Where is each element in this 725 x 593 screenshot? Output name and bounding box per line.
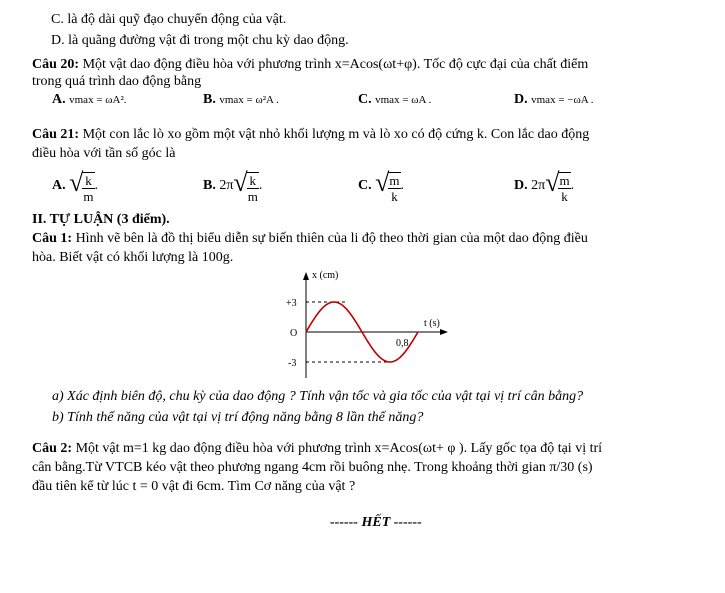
y-axis-label: x (cm) [312, 270, 339, 281]
q21-option-a[interactable]: A. √ $\frac{k}{m}$ . [52, 168, 99, 204]
sqrt-symbol: √ $\frac{m}{k}$ [375, 168, 400, 204]
essay-question-1-label: Câu 1: [32, 231, 73, 246]
sqrt-symbol: √ $\frac{m}{k}$ [545, 168, 570, 204]
q20-option-b[interactable]: B. vmax = ω²A . [203, 92, 279, 107]
prev-option-c: C. là độ dài quỹ đạo chuyển động của vật. [51, 12, 287, 27]
y-axis-arrow [303, 272, 309, 280]
essay-question-2-text-3: đầu tiên kể từ lúc t = 0 vật đi 6cm. Tìm Cơ năng của vật ? [32, 479, 356, 494]
x-axis-label: t (s) [424, 318, 440, 329]
question-20-text: Một vật dao động điều hòa với phương trình x=Acos(ωt+φ). Tốc độ cực đại của chất điểm [79, 57, 589, 72]
essay-question-2-text-2: cân bằng.Từ VTCB kéo vật theo phương ngang 4cm rồi buông nhẹ. Trong khoảng thời gian π/30 (s) [32, 460, 593, 475]
question-21 [32, 127, 589, 143]
essay-question-2 [32, 441, 602, 457]
question-21-label: Câu 21: [32, 127, 80, 142]
y-tick-label: +3 [286, 298, 297, 309]
essay-question-2-text: Một vật m=1 kg dao động điều hòa với phương trình x=Acos(ωt+ φ ). Lấy gốc tọa độ tại vị trí [72, 441, 603, 456]
essay-question-1-part-b: b) Tính thế năng của vật tại vị trí động năng bằng 8 lần thế năng? [52, 410, 424, 425]
q21-option-b[interactable]: B. 2π √ $\frac{k}{m}$ . [203, 168, 263, 204]
question-21-text-2: điều hòa với tần số góc là [32, 146, 176, 161]
x-axis-arrow [440, 329, 448, 335]
essay-question-1-part-a: a) Xác định biên độ, chu kỳ của dao động ? Tính vận tốc và gia tốc của vật tại vị trí cân bằng? [52, 389, 584, 404]
question-20-label: Câu 20: [32, 57, 80, 72]
section-2-title: II. TỰ LUẬN (3 điểm). [32, 212, 170, 227]
prev-option-d: D. là quãng đường vật đi trong một chu kỳ dao động. [51, 33, 349, 48]
q20-option-d[interactable]: D. vmax = −ωA . [514, 92, 594, 107]
q20-option-a[interactable]: A. vmax = ωA². [52, 92, 127, 107]
essay-question-1-text: Hình vẽ bên là đồ thị biểu diễn sự biến thiên của li độ theo thời gian của một dao động điều [72, 231, 588, 246]
y-tick-label: O [290, 328, 298, 339]
question-21-text: Một con lắc lò xo gồm một vật nhỏ khối lượng m và lò xo có độ cứng k. Con lắc dao động [79, 127, 590, 142]
essay-question-1 [32, 231, 588, 247]
q21-option-d[interactable]: D. 2π √ $\frac{m}{k}$ . [514, 168, 575, 204]
essay-question-2-label: Câu 2: [32, 441, 73, 456]
sqrt-symbol: √ $\frac{k}{m}$ [233, 168, 258, 204]
y-tick-label: -3 [288, 358, 297, 369]
question-20-text-2: trong quá trình dao động bằng [32, 74, 202, 89]
displacement-time-chart [270, 266, 470, 386]
q20-option-c[interactable]: C. vmax = ωA . [358, 92, 432, 107]
x-tick-label: 0,8 [396, 338, 409, 349]
sqrt-symbol: √ $\frac{k}{m}$ [69, 168, 94, 204]
essay-question-1-text-2: hòa. Biết vật có khối lượng là 100g. [32, 250, 234, 265]
question-20 [32, 57, 588, 73]
end-marker: ------ HẾT ------ [330, 515, 422, 530]
q21-option-c[interactable]: C. √ $\frac{m}{k}$ . [358, 168, 405, 204]
